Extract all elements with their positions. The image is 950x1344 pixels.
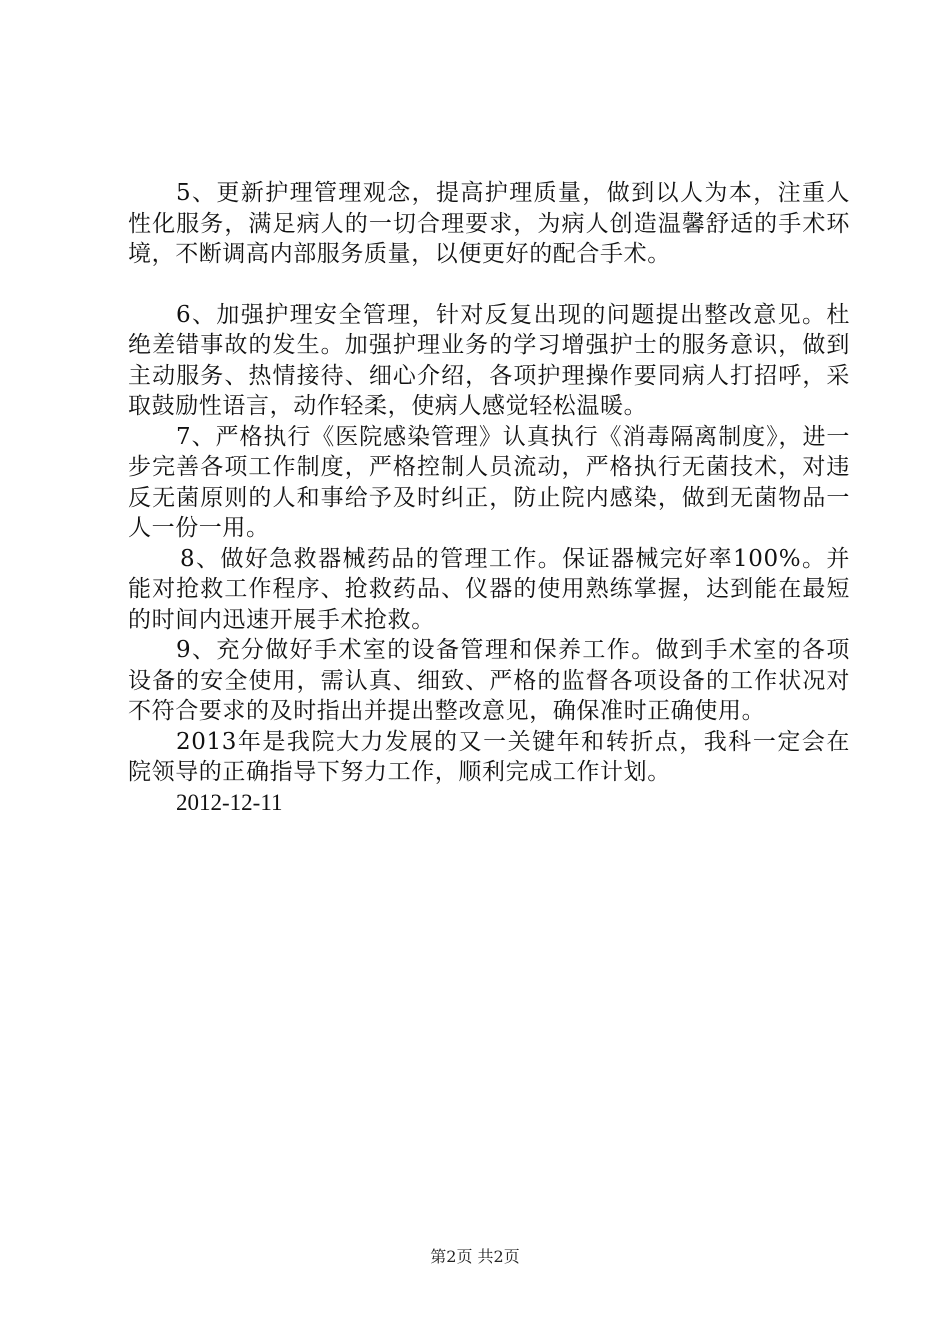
paragraph-9: 9、充分做好手术室的设备管理和保养工作。做到手术室的各项设备的安全使用，需认真、细致、严格的监督各项设备的工作状况对不符合要求的及时指出并提出整改意见，确保准时正确使用。 (128, 637, 850, 724)
paragraph-6: 6、加强护理安全管理，针对反复出现的问题提出整改意见。杜绝差错事故的发生。加强护理业务的学习增强护士的服务意识，做到主动服务、热情接待、细心介绍，各项护理操作要同病人打招呼，采取鼓励性语言，动作轻柔，使病人感觉轻松温暖。 (128, 301, 850, 419)
paragraph-7: 7、严格执行《医院感染管理》认真执行《消毒隔离制度》，进一步完善各项工作制度，严格控制人员流动，严格执行无菌技术，对违反无菌原则的人和事给予及时纠正，防止院内感染，做到无菌物品一人一份一用。 (128, 423, 850, 541)
closing-paragraph: 2013年是我院大力发展的又一关键年和转折点，我科一定会在院领导的正确指导下努力工作，顺利完成工作计划。 (128, 728, 850, 785)
paragraph-gap (128, 270, 850, 300)
paragraph-8: 8、做好急救器械药品的管理工作。保证器械完好率100%。并能对抢救工作程序、抢救药品、仪器的使用熟练掌握，达到能在最短的时间内迅速开展手术抢救。 (128, 545, 850, 633)
document-date: 2012-12-11 (176, 789, 283, 815)
page-footer: 第2页 共2页 (430, 1247, 520, 1266)
paragraph-5: 5、更新护理管理观念，提高护理质量，做到以人为本，注重人性化服务，满足病人的一切合理要求，为病人创造温馨舒适的手术环境，不断调高内部服务质量，以便更好的配合手术。 (128, 180, 850, 267)
document-body (128, 178, 850, 818)
